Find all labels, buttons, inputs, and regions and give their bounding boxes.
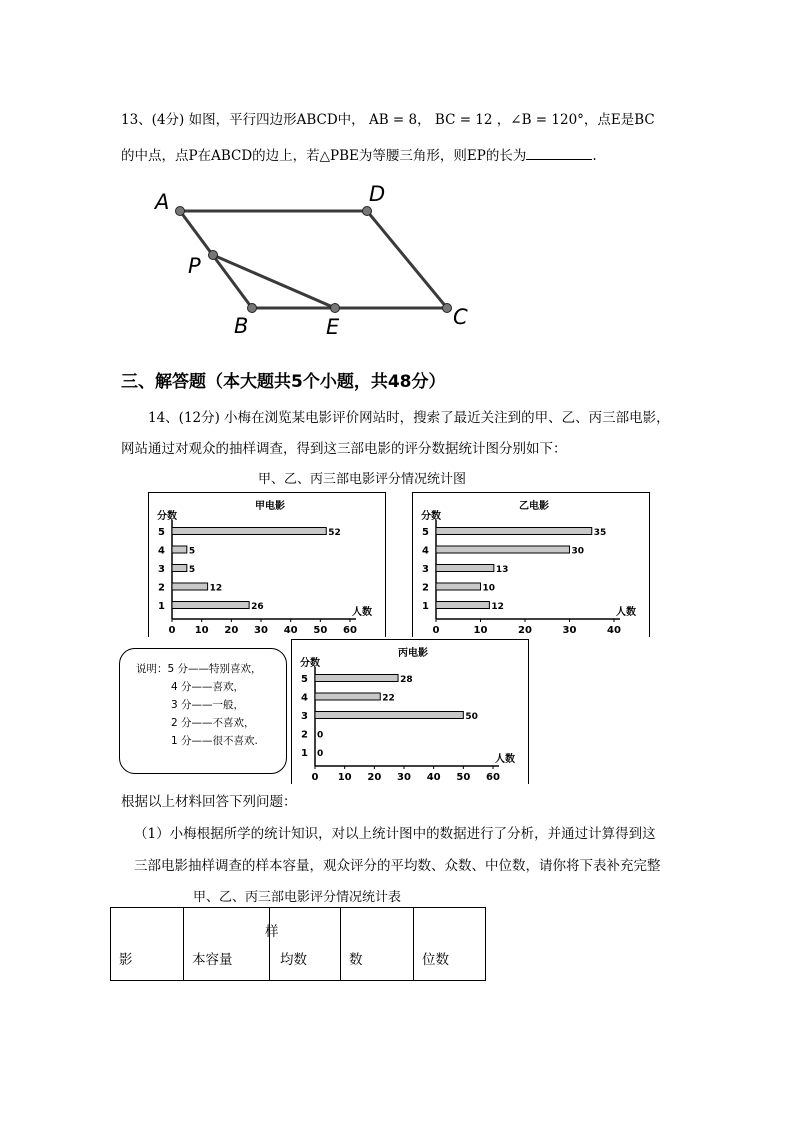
category-label: 5 (158, 527, 165, 538)
x-tick-label: 0 (168, 625, 176, 636)
point-c (443, 304, 452, 313)
legend-line-5: 1 分——很不喜欢. (171, 735, 258, 747)
bar-value-label: 50 (465, 712, 478, 722)
bar-value-label: 0 (317, 730, 324, 741)
x-tick-label: 40 (283, 625, 298, 636)
table-header-mode: 数 (341, 908, 414, 981)
x-axis-label: 人数 (616, 607, 636, 618)
x-tick-label: 50 (313, 625, 328, 636)
legend-line-1: 说明：5 分——特别喜欢， (136, 663, 262, 675)
bar-value-label: 12 (491, 602, 504, 612)
x-tick-label: 20 (224, 625, 239, 636)
x-tick-label: 0 (311, 772, 319, 783)
category-label: 5 (422, 527, 429, 538)
chart-title: 乙电影 (519, 501, 549, 512)
x-tick-label: 30 (562, 625, 577, 636)
legend-box (119, 648, 287, 774)
x-tick-label: 50 (456, 772, 471, 783)
bar-value-label: 0 (317, 749, 324, 759)
category-label: 4 (422, 545, 429, 557)
category-label: 1 (301, 748, 308, 759)
bar-value-label: 5 (188, 565, 196, 575)
chart-title: 甲电影 (255, 501, 285, 512)
bar (436, 528, 592, 535)
x-axis-label: 人数 (495, 754, 515, 765)
bar-value-label: 12 (209, 583, 223, 594)
section-heading: 三、解答题（本大题共5个小题，共48分） (121, 372, 446, 392)
category-label: 1 (422, 601, 429, 612)
q13-line2 (121, 144, 597, 164)
label-a: A (155, 190, 170, 214)
parallelogram-figure (140, 180, 490, 340)
category-label: 3 (301, 711, 308, 722)
q13-line2-end: . (592, 148, 597, 164)
q14-line2: 网站通过对观众的抽样调查，得到这三部电影的评分数据统计图分别如下： (121, 441, 567, 457)
chart-jia (148, 492, 386, 637)
bar-value-label: 26 (251, 602, 264, 612)
table-header-film: 影 (111, 908, 184, 981)
bar (436, 546, 570, 553)
part1-line1: （1）小梅根据所学的统计知识，对以上统计图中的数据进行了分析，并通过计算得到这 (134, 826, 656, 842)
point-e (331, 304, 340, 313)
label-e: E (326, 315, 340, 339)
bar (172, 583, 208, 590)
bar (172, 602, 249, 609)
x-tick-label: 20 (518, 625, 532, 636)
table-header-median: 位数 (414, 908, 486, 981)
label-d: D (369, 182, 386, 206)
x-tick-label: 30 (397, 772, 411, 783)
bar (172, 565, 187, 572)
point-b (248, 304, 257, 313)
point-p (209, 251, 218, 260)
bar-value-label: 52 (328, 528, 341, 538)
x-tick-label: 60 (343, 625, 357, 636)
category-label: 5 (301, 674, 308, 685)
bar-value-label: 30 (571, 546, 585, 557)
y-axis-label: 分数 (421, 511, 441, 522)
x-axis-label: 人数 (352, 607, 372, 618)
legend-line-3: 3 分——一般， (171, 699, 245, 711)
x-tick-label: 10 (473, 625, 488, 636)
legend-line-2: 4 分——喜欢， (171, 681, 245, 693)
category-label: 3 (422, 564, 429, 575)
x-tick-label: 40 (426, 772, 441, 783)
bar (436, 583, 481, 590)
x-tick-label: 40 (607, 625, 621, 636)
bar-value-label: 5 (188, 546, 196, 557)
x-tick-label: 10 (337, 772, 352, 783)
bar (315, 675, 398, 682)
bar-value-label: 35 (593, 528, 607, 538)
bar (315, 712, 463, 719)
bar (315, 693, 380, 700)
category-label: 2 (158, 582, 165, 594)
instruction-line: 根据以上材料回答下列问题： (121, 794, 297, 810)
q13-line2-text: 的中点，点P在ABCD的边上，若△PBE为等腰三角形，则EP的长为 (121, 148, 527, 164)
label-p: P (188, 254, 201, 278)
point-a (176, 207, 185, 216)
category-label: 3 (158, 564, 165, 575)
q14-line1: 14、(12分) 小梅在浏览某电影评价网站时，搜索了最近关注到的甲、乙、丙三部电影， (148, 410, 670, 426)
q13-line1: 13、(4分) 如图，平行四边形ABCD中， AB = 8， BC = 12 ，∠B = 120°，点E是BC (121, 112, 655, 128)
table-header-fragment: 样 (265, 924, 279, 940)
chart-bing (291, 639, 529, 784)
y-axis-label: 分数 (157, 511, 177, 522)
label-c: C (453, 305, 468, 329)
category-label: 1 (158, 601, 165, 612)
statistics-table (110, 907, 486, 981)
bar-value-label: 13 (495, 565, 509, 575)
x-tick-label: 10 (194, 625, 209, 636)
bar (172, 546, 187, 553)
x-tick-label: 0 (432, 625, 440, 636)
chart-title: 丙电影 (398, 648, 428, 659)
side-dc (367, 211, 447, 308)
table-header-sample-size: 样 本容量 (184, 908, 270, 981)
bar (172, 528, 326, 535)
category-label: 2 (422, 582, 429, 594)
chart-caption: 甲、乙、丙三部电影评分情况统计图 (258, 472, 467, 487)
bar-value-label: 28 (400, 675, 413, 685)
category-label: 2 (301, 729, 308, 741)
x-tick-label: 30 (254, 625, 268, 636)
bar-value-label: 10 (482, 583, 496, 594)
y-axis-label: 分数 (300, 658, 320, 669)
legend-line-4: 2 分——不喜欢， (171, 717, 255, 729)
part1-line2: 三部电影抽样调查的样本容量，观众评分的平均数、众数、中位数，请你将下表补充完整 (134, 858, 661, 874)
x-tick-label: 20 (367, 772, 382, 783)
bar (436, 565, 494, 572)
point-d (363, 207, 372, 216)
bar-value-label: 22 (382, 693, 395, 704)
answer-blank (526, 147, 592, 160)
category-label: 4 (301, 692, 308, 704)
chart-yi (412, 492, 650, 637)
table-caption: 甲、乙、丙三部电影评分情况统计表 (193, 890, 402, 905)
x-tick-label: 60 (486, 772, 500, 783)
table-header-mean: 均数 (270, 908, 341, 981)
category-label: 4 (158, 545, 165, 557)
label-b: B (234, 314, 249, 338)
bar (436, 602, 489, 609)
